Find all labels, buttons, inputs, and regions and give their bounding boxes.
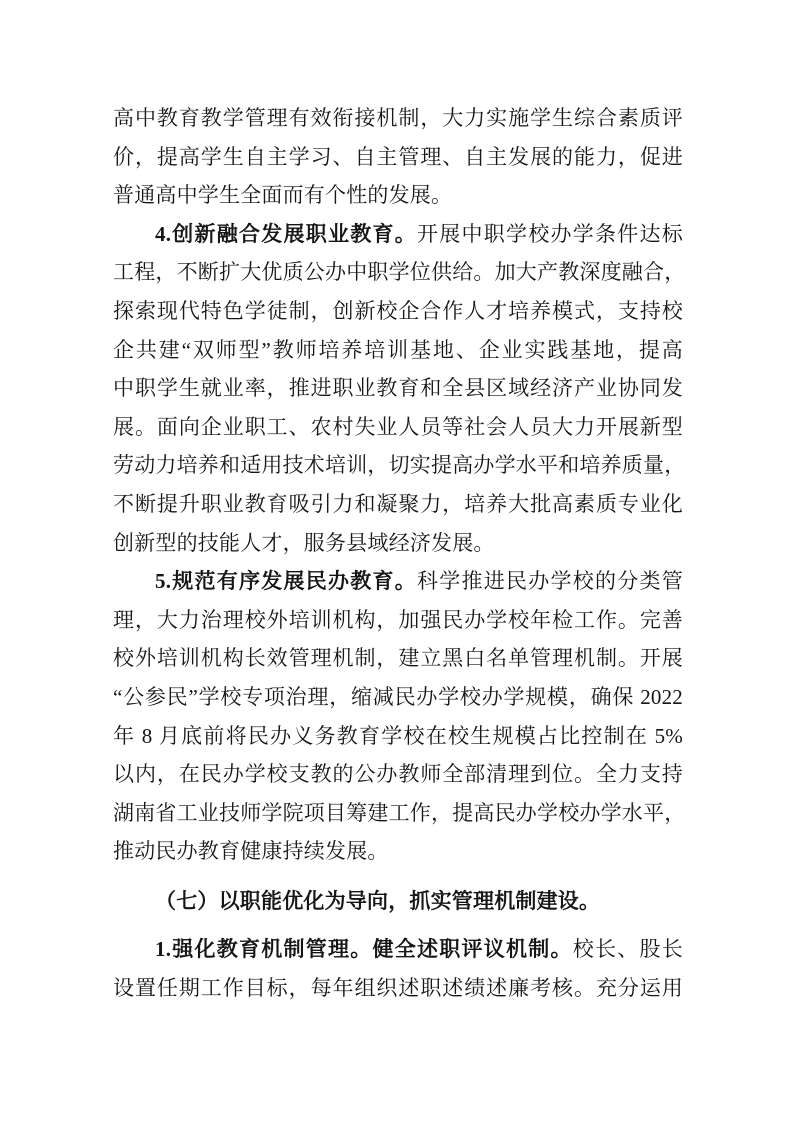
text-line bbox=[113, 524, 683, 563]
text-run: 价，提高学生自主学习、自主管理、自主发展的能力，促进 bbox=[113, 144, 683, 169]
text-run: 探索现代特色学徒制，创新校企合作人才培养模式，支持校 bbox=[113, 298, 683, 323]
text-run: 企共建“双师型”教师培养培训基地、企业实践基地，提高 bbox=[113, 337, 683, 362]
text-run: 普通高中学生全面而有个性的发展。 bbox=[113, 183, 453, 208]
text-line bbox=[113, 832, 683, 871]
text-run: 科学推进民办学校的分类管 bbox=[417, 569, 683, 594]
text-run: 推动民办教育健康持续发展。 bbox=[113, 839, 389, 864]
text-run: 创新型的技能人才，服务县域经济发展。 bbox=[113, 530, 495, 555]
text-line bbox=[113, 882, 683, 921]
text-line bbox=[113, 678, 683, 717]
text-run: 年 8 月底前将民办义务教育学校在校生规模占比控制在 5% bbox=[113, 723, 683, 748]
text-line bbox=[113, 331, 683, 370]
paragraph-senior-high-continued bbox=[113, 99, 683, 215]
paragraph-5-private-education bbox=[113, 562, 686, 871]
text-run: 工程，不断扩大优质公办中职学位供给。加大产教深度融合， bbox=[113, 260, 686, 285]
text-line bbox=[113, 215, 683, 254]
text-run: 设置任期工作目标，每年组织述职述绩述廉考核。充分运用 bbox=[113, 976, 683, 1001]
text-run: 校长、股长 bbox=[572, 937, 683, 962]
heading-section-7 bbox=[113, 882, 683, 921]
bold-run: 1.强化教育机制管理。健全述职评议机制。 bbox=[155, 937, 573, 962]
text-line bbox=[113, 969, 683, 1008]
bold-run: 4.创新融合发展职业教育。 bbox=[155, 221, 417, 246]
text-line bbox=[113, 639, 683, 678]
text-line bbox=[113, 408, 683, 447]
text-line bbox=[113, 485, 683, 524]
text-line bbox=[113, 292, 683, 331]
document-text-block bbox=[113, 99, 686, 1008]
text-line bbox=[113, 794, 686, 833]
text-line bbox=[113, 253, 686, 292]
text-run: 湖南省工业技师学院项目筹建工作，提高民办学校办学水平， bbox=[113, 800, 686, 825]
text-run: 高中教育教学管理有效衔接机制，大力实施学生综合素质评 bbox=[113, 106, 683, 130]
text-run: “公参民”学校专项治理，缩减民办学校办学规模，确保 2022 bbox=[113, 684, 683, 709]
paragraph-4-vocational-education bbox=[113, 215, 686, 562]
text-run: 展。面向企业职工、农村失业人员等社会人员大力开展新型 bbox=[113, 414, 683, 439]
text-line bbox=[113, 138, 683, 177]
text-run: 理，大力治理校外培训机构，加强民办学校年检工作。完善 bbox=[113, 607, 683, 632]
text-run: 开展中职学校办学条件达标 bbox=[417, 221, 683, 246]
text-run: 以内，在民办学校支教的公办教师全部清理到位。全力支持 bbox=[113, 762, 683, 787]
text-line bbox=[113, 717, 683, 756]
text-line bbox=[113, 446, 686, 485]
paragraph-1-education-mechanism bbox=[113, 930, 683, 1007]
text-line bbox=[113, 369, 683, 408]
text-line bbox=[113, 562, 683, 601]
text-line bbox=[113, 99, 683, 138]
text-line bbox=[113, 930, 683, 969]
bold-run: （七）以职能优化为导向，抓实管理机制建设。 bbox=[155, 888, 601, 913]
text-run: 不断提升职业教育吸引力和凝聚力，培养大批高素质专业化 bbox=[113, 491, 683, 516]
text-line bbox=[113, 176, 683, 215]
bold-run: 5.规范有序发展民办教育。 bbox=[155, 569, 417, 594]
text-line bbox=[113, 601, 683, 640]
text-run: 劳动力培养和适用技术培训，切实提高办学水平和培养质量， bbox=[113, 453, 686, 478]
text-run: 校外培训机构长效管理机制，建立黑白名单管理机制。开展 bbox=[113, 646, 683, 671]
text-line bbox=[113, 755, 683, 794]
text-run: 中职学生就业率，推进职业教育和全县区域经济产业协同发 bbox=[113, 376, 683, 401]
